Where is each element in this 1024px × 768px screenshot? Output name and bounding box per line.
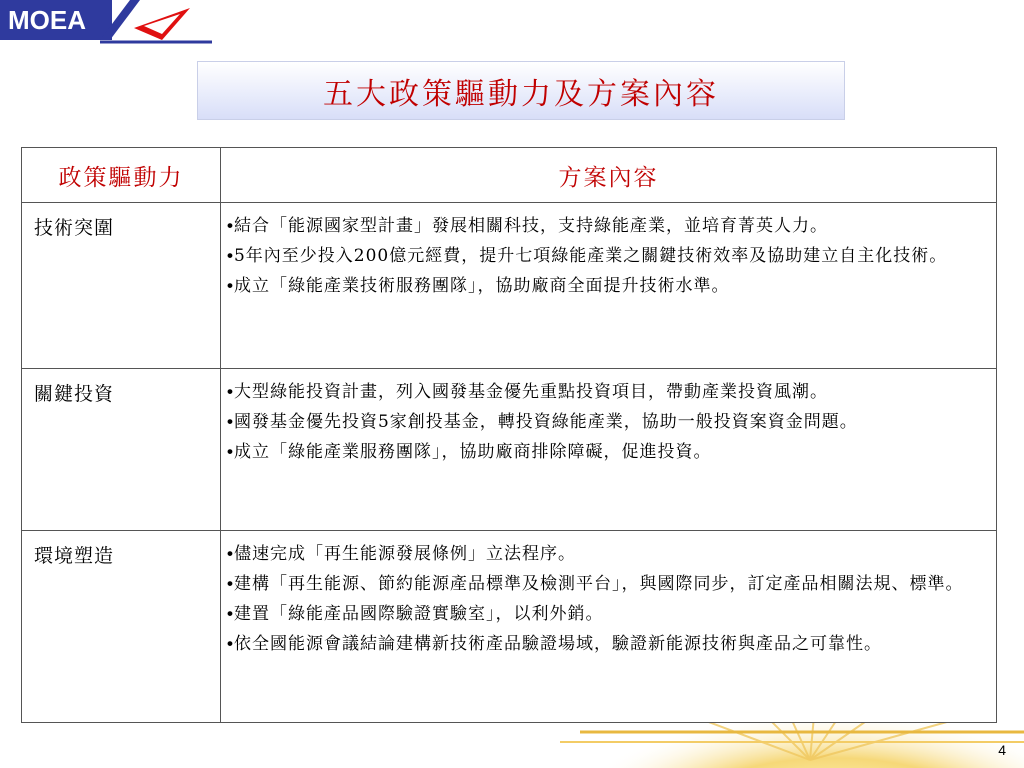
list-item: •成立「綠能產業技術服務團隊」，協助廠商全面提升技術水準。: [227, 276, 730, 296]
list-item: •依全國能源會議結論建構新技術產品驗證場域，驗證新能源技術與產品之可靠性。: [227, 634, 882, 654]
content-cell: [221, 531, 997, 723]
list-item: •大型綠能投資計畫，列入國發基金優先重點投資項目，帶動產業投資風潮。: [227, 382, 828, 402]
header-policy-driver: 政策驅動力: [22, 148, 221, 203]
table-header-row: [22, 148, 997, 203]
policy-table: [21, 147, 997, 723]
moea-logo: [0, 0, 215, 44]
list-item: •建置「綠能產品國際驗證實驗室」，以利外銷。: [227, 604, 604, 624]
table-row: [22, 203, 997, 369]
page-number: 4: [998, 742, 1006, 758]
table-row: [22, 369, 997, 531]
logo-text: MOEA: [0, 0, 112, 40]
page-title: 五大政策驅動力及方案內容: [323, 76, 719, 112]
logo-emblem-icon: [100, 0, 215, 44]
list-item: •儘速完成「再生能源發展條例」立法程序。: [227, 544, 576, 564]
driver-cell: 關鍵投資: [22, 369, 221, 531]
content-cell: [221, 369, 997, 531]
content-cell: [221, 203, 997, 369]
list-item: •成立「綠能產業服務團隊」，協助廠商排除障礙，促進投資。: [227, 442, 712, 462]
driver-cell: 環境塑造: [22, 531, 221, 723]
list-item: •國發基金優先投資5家創投基金，轉投資綠能產業，協助一般投資案資金問題。: [227, 412, 858, 432]
list-item: •建構「再生能源、節約能源產品標準及檢測平台」，與國際同步，訂定產品相關法規、標準。: [227, 574, 964, 594]
header-program-content: 方案內容: [221, 148, 997, 203]
title-box: [197, 61, 845, 120]
driver-cell: 技術突圍: [22, 203, 221, 369]
list-item: •5年內至少投入200億元經費，提升七項綠能產業之關鍵技術效率及協助建立自主化技術。: [227, 246, 948, 266]
list-item: •結合「能源國家型計畫」發展相關科技，支持綠能產業，並培育菁英人力。: [227, 216, 828, 236]
table-row: [22, 531, 997, 723]
